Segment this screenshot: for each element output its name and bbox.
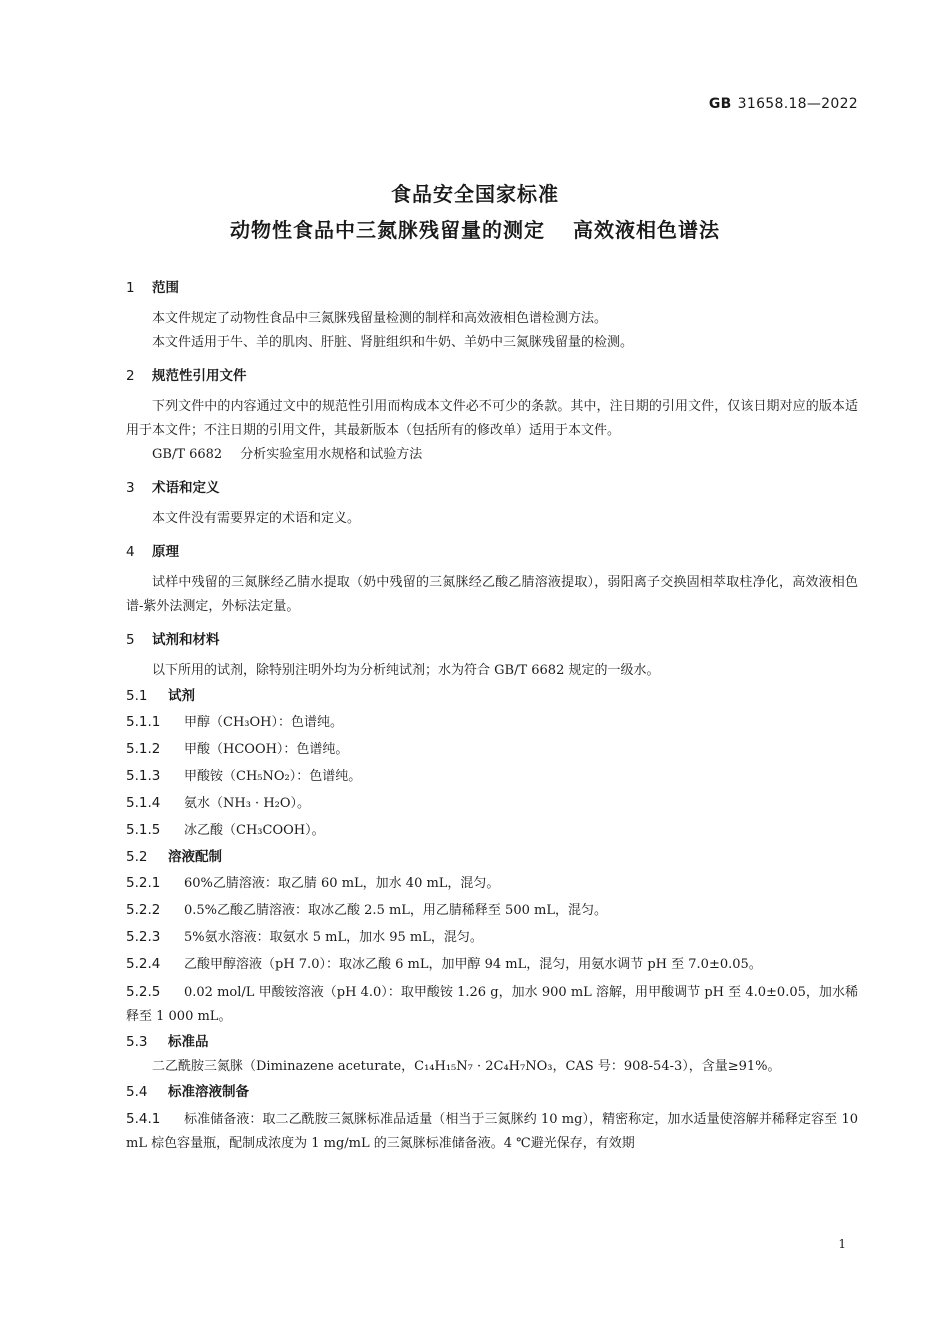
document-title-line1: 食品安全国家标准 xyxy=(391,182,559,206)
reference-code: GB/T 6682 xyxy=(152,447,223,462)
section-title: 原理 xyxy=(152,544,179,560)
item-text: 5%氨水溶液：取氨水 5 mL，加水 95 mL，混匀。 xyxy=(184,930,483,945)
subsection-number: 5.1 xyxy=(126,688,148,704)
standard-prefix: GB xyxy=(708,96,732,112)
subsection-number: 5.4 xyxy=(126,1084,148,1100)
numbered-item xyxy=(126,951,858,978)
numbered-item xyxy=(126,870,858,897)
item-text: 60%乙腈溶液：取乙腈 60 mL，加水 40 mL，混匀。 xyxy=(184,876,500,891)
item-number: 5.4.1 xyxy=(126,1111,161,1127)
section-heading xyxy=(126,541,858,563)
item-number: 5.2.4 xyxy=(126,956,161,972)
section-heading xyxy=(126,477,858,499)
item-number: 5.1.1 xyxy=(126,714,161,730)
section-number: 1 xyxy=(126,280,135,296)
section-title: 术语和定义 xyxy=(152,480,220,496)
numbered-item xyxy=(126,763,858,790)
subsection-heading xyxy=(126,683,858,709)
numbered-item xyxy=(126,978,858,1029)
section-number: 3 xyxy=(126,480,135,496)
section-heading xyxy=(126,277,858,299)
item-text: 0.02 mol/L 甲酸铵溶液（pH 4.0）：取甲酸铵 1.26 g，加水 900 mL 溶解，用甲酸调节 pH 至 4.0±0.05，加水稀释至 1 000 mL。 xyxy=(126,985,858,1024)
item-number: 5.1.5 xyxy=(126,822,161,838)
item-number: 5.2.3 xyxy=(126,929,161,945)
section-number: 5 xyxy=(126,632,135,648)
item-number: 5.1.2 xyxy=(126,741,161,757)
item-text: 标准储备液：取二乙酰胺三氮脒标准品适量（相当于三氮脒约 10 mg），精密称定，加水适量使溶解并稀释定容至 10 mL 棕色容量瓶，配制成浓度为 1 mg/mL 的三氮脒标准储备液。4 ℃避光保存，有效期 xyxy=(126,1112,858,1151)
page-number: 1 xyxy=(838,1237,846,1251)
item-text: 甲醇（CH₃OH）：色谱纯。 xyxy=(184,715,343,730)
numbered-item xyxy=(126,924,858,951)
section-number: 2 xyxy=(126,368,135,384)
paragraph: 本文件规定了动物性食品中三氮脒残留量检测的制样和高效液相色谱检测方法。 xyxy=(152,311,608,326)
numbered-item xyxy=(126,1105,858,1156)
subsection-number: 5.2 xyxy=(126,849,148,865)
item-number: 5.2.1 xyxy=(126,875,161,891)
section-title: 试剂和材料 xyxy=(152,632,220,648)
numbered-item xyxy=(126,790,858,817)
title-part-b: 高效液相色谱法 xyxy=(573,218,720,242)
item-number: 5.2.5 xyxy=(126,984,161,1000)
section-title: 规范性引用文件 xyxy=(152,368,247,384)
subsection-title: 试剂 xyxy=(168,688,195,704)
item-text: 氨水（NH₃ · H₂O）。 xyxy=(184,796,311,811)
section-number: 4 xyxy=(126,544,135,560)
title-part-a: 动物性食品中三氮脒残留量的测定 xyxy=(230,218,545,242)
subsection-title: 标准品 xyxy=(168,1034,209,1050)
document-body xyxy=(126,277,858,1156)
item-number: 5.1.3 xyxy=(126,768,161,784)
section-title: 范围 xyxy=(152,280,179,296)
item-text: 0.5%乙酸乙腈溶液：取冰乙酸 2.5 mL，用乙腈稀释至 500 mL，混匀。 xyxy=(184,903,607,918)
standard-number: 31658.18—2022 xyxy=(737,96,858,112)
subsection-heading xyxy=(126,1079,858,1105)
numbered-item xyxy=(126,817,858,844)
subsection-heading xyxy=(126,1029,858,1055)
item-text: 甲酸铵（CH₅NO₂）：色谱纯。 xyxy=(184,769,362,784)
document-title-line2 xyxy=(0,214,950,243)
paragraph: 本文件适用于牛、羊的肌肉、肝脏、肾脏组织和牛奶、羊奶中三氮脒残留量的检测。 xyxy=(152,335,634,350)
reference-title: 分析实验室用水规格和试验方法 xyxy=(240,447,423,462)
paragraph: 二乙酰胺三氮脒（Diminazene aceturate，C₁₄H₁₅N₇ · 2C₄H₇NO₃，CAS 号：908-54-3），含量≥91%。 xyxy=(152,1059,781,1074)
section-heading xyxy=(126,365,858,387)
paragraph: 以下所用的试剂，除特别注明外均为分析纯试剂；水为符合 GB/T 6682 规定的一级水。 xyxy=(152,663,660,678)
section-heading xyxy=(126,629,858,651)
item-text: 甲酸（HCOOH）：色谱纯。 xyxy=(184,742,349,757)
paragraph: 试样中残留的三氮脒经乙腈水提取（奶中残留的三氮脒经乙酸乙腈溶液提取），弱阳离子交换固相萃取柱净化，高效液相色谱-紫外法测定，外标法定量。 xyxy=(126,575,858,614)
reference-entry xyxy=(126,443,858,467)
numbered-item xyxy=(126,897,858,924)
document-code xyxy=(709,96,858,112)
item-number: 5.2.2 xyxy=(126,902,161,918)
numbered-item xyxy=(126,736,858,763)
subsection-title: 标准溶液制备 xyxy=(168,1084,249,1100)
item-text: 冰乙酸（CH₃COOH）。 xyxy=(184,823,325,838)
item-text: 乙酸甲醇溶液（pH 7.0）：取冰乙酸 6 mL，加甲醇 94 mL，混匀，用氨水调节 pH 至 7.0±0.05。 xyxy=(184,957,762,972)
item-number: 5.1.4 xyxy=(126,795,161,811)
numbered-item xyxy=(126,709,858,736)
paragraph: 本文件没有需要界定的术语和定义。 xyxy=(152,511,361,526)
subsection-title: 溶液配制 xyxy=(168,849,222,865)
subsection-number: 5.3 xyxy=(126,1034,148,1050)
subsection-heading xyxy=(126,844,858,870)
paragraph: 下列文件中的内容通过文中的规范性引用而构成本文件必不可少的条款。其中，注日期的引用文件，仅该日期对应的版本适用于本文件；不注日期的引用文件，其最新版本（包括所有的修改单）适用于本文件。 xyxy=(126,399,858,438)
